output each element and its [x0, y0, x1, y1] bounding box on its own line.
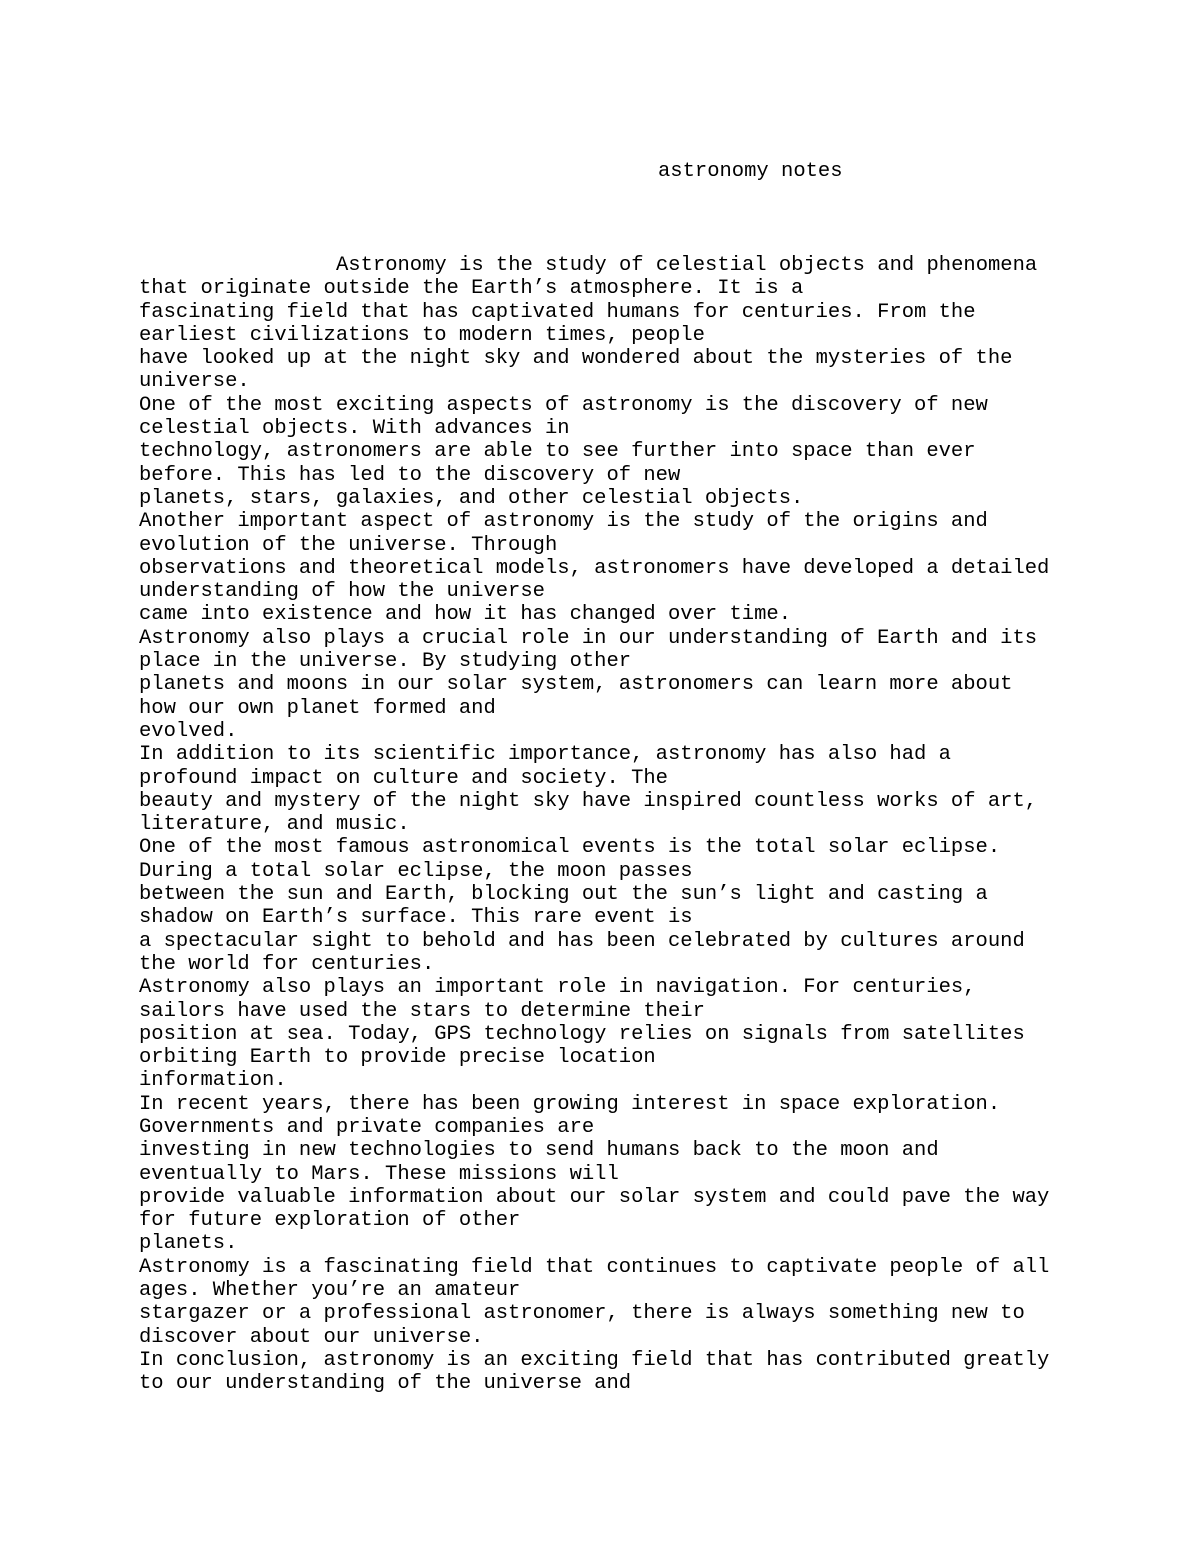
text-line: for future exploration of other [139, 1209, 521, 1233]
text-line: planets and moons in our solar system, astronomers can learn more about [139, 673, 1013, 697]
text-line: technology, astronomers are able to see further into space than ever [139, 440, 976, 464]
text-line: Astronomy also plays an important role in navigation. For centuries, [139, 976, 976, 1000]
text-line: earliest civilizations to modern times, people [139, 323, 705, 347]
text-line: how our own planet formed and [139, 696, 496, 720]
text-line: the world for centuries. [139, 952, 435, 976]
text-line: a spectacular sight to behold and has been celebrated by cultures around [139, 929, 1025, 953]
text-line: evolution of the universe. Through [139, 533, 558, 557]
text-line: In recent years, there has been growing interest in space exploration. [139, 1092, 1001, 1116]
document-body [139, 254, 1139, 1396]
text-line: before. This has led to the discovery of new [139, 463, 681, 487]
text-line: sailors have used the stars to determine their [139, 999, 705, 1023]
text-line: Astronomy also plays a crucial role in our understanding of Earth and its [139, 626, 1038, 650]
text-line: universe. [139, 370, 250, 394]
text-line: planets, stars, galaxies, and other celestial objects. [139, 486, 804, 510]
document-title: astronomy notes [658, 160, 843, 183]
text-line: information. [139, 1069, 287, 1093]
text-line: investing in new technologies to send humans back to the moon and [139, 1139, 939, 1163]
text-line: One of the most exciting aspects of astronomy is the discovery of new [139, 393, 988, 417]
text-line: One of the most famous astronomical events is the total solar eclipse. [139, 836, 1001, 860]
text-line: profound impact on culture and society. The [139, 766, 668, 790]
text-line: shadow on Earth’s surface. This rare event is [139, 906, 693, 930]
text-line: position at sea. Today, GPS technology relies on signals from satellites [139, 1022, 1025, 1046]
text-line: ages. Whether you’re an amateur [139, 1279, 521, 1303]
text-line: fascinating field that has captivated humans for centuries. From the [139, 300, 976, 324]
text-line: eventually to Mars. These missions will [139, 1162, 619, 1186]
text-line: understanding of how the universe [139, 580, 545, 604]
text-line: place in the universe. By studying other [139, 650, 632, 674]
text-line: In conclusion, astronomy is an exciting field that has contributed greatly [139, 1348, 1050, 1372]
text-line: During a total solar eclipse, the moon passes [139, 859, 693, 883]
text-line: observations and theoretical models, astronomers have developed a detailed [139, 556, 1050, 580]
text-line: Another important aspect of astronomy is the study of the origins and [139, 510, 988, 534]
text-line: between the sun and Earth, blocking out the sun’s light and casting a [139, 883, 988, 907]
text-line: Astronomy is a fascinating field that continues to captivate people of all [139, 1255, 1050, 1279]
text-line: literature, and music. [139, 813, 410, 837]
text-line: orbiting Earth to provide precise location [139, 1046, 656, 1070]
text-line: In addition to its scientific importance, astronomy has also had a [139, 743, 951, 767]
text-line: stargazer or a professional astronomer, there is always something new to [139, 1302, 1025, 1326]
text-line: beauty and mystery of the night sky have inspired countless works of art, [139, 789, 1038, 813]
text-line: provide valuable information about our solar system and could pave the way [139, 1185, 1050, 1209]
text-line: discover about our universe. [139, 1325, 484, 1349]
text-line: Astronomy is the study of celestial objects and phenomena [336, 254, 1038, 277]
text-line: that originate outside the Earth’s atmosphere. It is a [139, 277, 804, 301]
text-line: Governments and private companies are [139, 1115, 595, 1139]
text-line: to our understanding of the universe and [139, 1372, 632, 1396]
text-line: planets. [139, 1232, 238, 1256]
text-line: evolved. [139, 719, 238, 743]
text-line: have looked up at the night sky and wondered about the mysteries of the [139, 347, 1013, 371]
text-line: celestial objects. With advances in [139, 417, 570, 441]
text-line: came into existence and how it has changed over time. [139, 603, 792, 627]
